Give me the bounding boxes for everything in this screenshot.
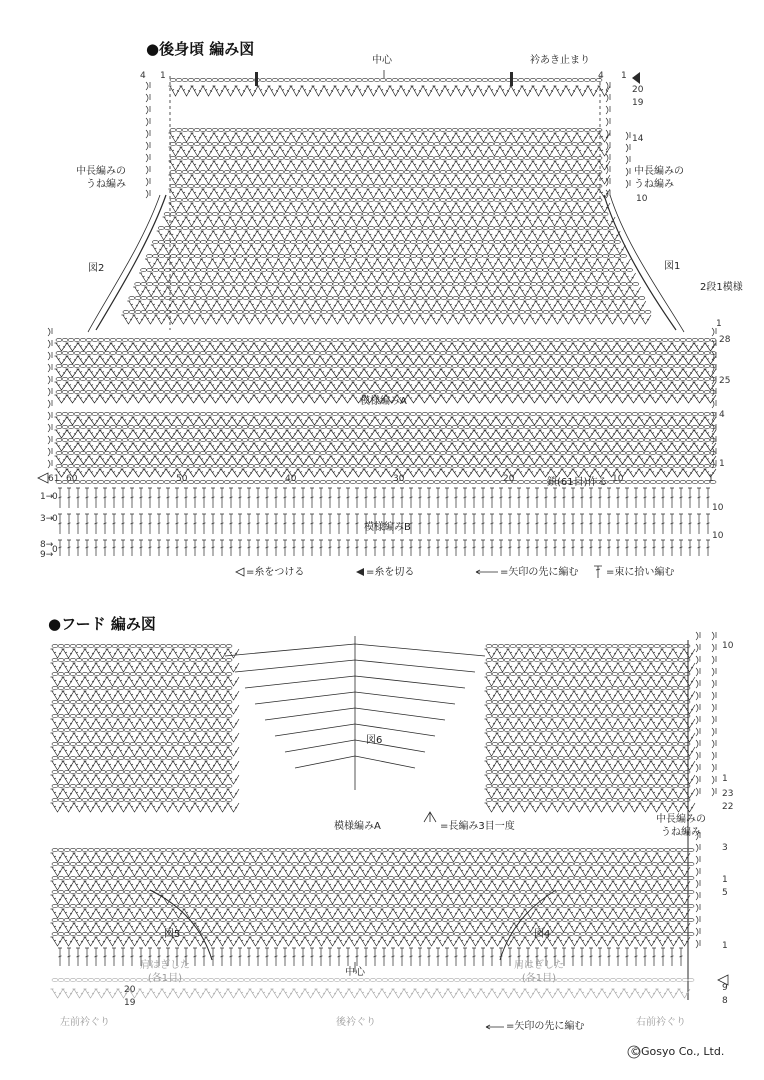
back-yoke-chain-row [170, 156, 602, 159]
hood-right-ridge [696, 632, 700, 796]
hood-row-num: 1 [722, 774, 728, 784]
hood-chain-row [52, 756, 232, 759]
back-yoke-chain-row [158, 226, 614, 229]
body-chain-row [56, 464, 716, 467]
row-arrow-label: 1→ [40, 492, 54, 502]
top-left-stitch-num: 4 [140, 71, 146, 81]
hood-chain-row [486, 770, 690, 773]
hood-row-num: 23 [722, 789, 734, 799]
cut-yarn-marker [255, 72, 258, 86]
hood-chain-row [52, 644, 232, 647]
hood-v-row [52, 733, 239, 742]
back-yoke-v-row [129, 301, 646, 310]
body-chain-row [56, 451, 716, 454]
back-yoke-chain-row [170, 184, 602, 187]
hood-lower-v-row [52, 923, 690, 932]
hood-v-row [486, 663, 695, 672]
back-yoke-v-row [170, 203, 610, 212]
legend-arrow-tip: =矢印の先に編む [500, 567, 579, 578]
pattern-b-label: 模様編みB [364, 522, 411, 533]
hood-lower-chain-row [52, 848, 694, 851]
back-neckline-label: 後衿ぐり [336, 1017, 376, 1028]
hood-v-row [486, 677, 695, 686]
hood-v-row [486, 719, 695, 728]
stitch-num: 1 [708, 474, 714, 484]
hood-center-label: 中心 [345, 967, 365, 978]
hood-chain-row [486, 644, 690, 647]
fig5-label: 図5 [164, 929, 181, 940]
row-arrow-label: 8→ [40, 540, 54, 550]
hood-chain-row [52, 784, 232, 787]
fig2-label: 図2 [88, 263, 105, 274]
yoke-row-num: 14 [632, 134, 644, 144]
stitch-num: 60 [66, 474, 78, 484]
hood-v-row [52, 691, 239, 700]
row-arrow-label: 9→ [40, 550, 54, 560]
back-yoke-chain-row [164, 212, 608, 215]
back-yoke-v-row [135, 287, 641, 296]
hood-v-row [52, 663, 239, 672]
hood-row-num: 9 [722, 983, 728, 993]
body-row-num: 4 [719, 410, 725, 420]
hood-hdc-ridge-label: 中長編みの うね編み [656, 814, 706, 838]
neckline-v-row [52, 989, 690, 998]
back-yoke-chain-row [129, 296, 645, 299]
hood-chain-row [52, 798, 232, 801]
hood-chain-row [486, 672, 690, 675]
hood-chain-row [486, 798, 690, 801]
back-right-outer-ridge [626, 132, 630, 188]
legend-attach-yarn: =糸をつける [246, 567, 305, 578]
back-yoke-chain-row [170, 198, 602, 201]
stitch-num: 50 [176, 474, 188, 484]
hood-left-row-num: 19 [124, 998, 136, 1008]
yoke-row-num: 10 [636, 194, 648, 204]
back-yoke-chain-row [141, 268, 633, 271]
collar-open-end-label: 衿あき止まり [530, 55, 590, 66]
hood-chart-title: ●フード 編み図 [48, 615, 156, 633]
back-yoke-chain-row [123, 310, 651, 313]
hood-row-num: 8 [722, 996, 728, 1006]
fig4-label: 図4 [534, 929, 551, 940]
b-row-num: 10 [712, 531, 724, 541]
hood-row-num: 5 [722, 888, 728, 898]
shoulder-left-label: 肩はぎした (各1目) [140, 960, 190, 984]
body-row-num: 25 [719, 376, 731, 386]
hdc-ridge-right-label: 中長編みの うね編み [634, 166, 684, 190]
body-chain-row [56, 377, 716, 380]
hood-v-row [486, 747, 695, 756]
legend-cut-yarn: =糸を切る [366, 567, 415, 578]
attach-yarn-marker [38, 473, 48, 483]
hood-v-row [52, 705, 239, 714]
hood-chain-row [52, 700, 232, 703]
yoke-row-num: 19 [632, 98, 644, 108]
hood-chain-row [52, 658, 232, 661]
row-zero: 0 [52, 545, 58, 555]
back-yoke-v-row [170, 175, 610, 184]
hood-v-row [52, 719, 239, 728]
body-chain-row [56, 364, 716, 367]
back-yoke-v-row [141, 273, 636, 282]
back-chart-title: ●後身頃 編み図 [146, 40, 255, 58]
stitch-num: 40 [285, 474, 297, 484]
row-zero: 0 [52, 492, 58, 502]
hood-v-row [52, 803, 239, 812]
hood-row-num: 1 [722, 875, 728, 885]
stitch-num: 10 [612, 474, 624, 484]
body-v-row [56, 382, 716, 390]
hood-chain-row [52, 770, 232, 773]
body-v-row [56, 443, 716, 451]
copyright: ©Gosyo Co., Ltd. [630, 1045, 725, 1058]
body-v-row [56, 369, 716, 377]
fig1-label: 図1 [664, 261, 681, 272]
shoulder-right-label: 肩はぎした (各1目) [514, 960, 564, 984]
back-left-edge-ridge [146, 82, 150, 198]
hood-lower-chain-row [52, 918, 694, 921]
hood-chain-row [486, 658, 690, 661]
hood-v-row [52, 649, 239, 658]
stitch-num: 20 [503, 474, 515, 484]
hood-lower-v-row [52, 881, 690, 890]
back-yoke-v-row [152, 245, 625, 254]
hood-v-row [52, 761, 239, 770]
hood-arrow-tip-label: =矢印の先に編む [506, 1021, 585, 1032]
hood-lower-chain-row [52, 932, 694, 935]
body-v-row [56, 417, 716, 425]
hdc-ridge-left-label: 中長編みの うね編み [76, 166, 126, 190]
back-yoke-v-row [123, 315, 651, 324]
yoke-row-num: 20 [632, 85, 644, 95]
hood-chain-row [486, 742, 690, 745]
hood-v-row [486, 649, 695, 658]
back-yoke-v-row [170, 133, 610, 142]
pattern-a-label: 模様編みA [360, 396, 407, 407]
legend-attach-symbol [236, 568, 244, 576]
hood-lower-v-row [52, 895, 690, 904]
legend-bundle-pickup: =束に拾い編む [606, 567, 675, 578]
left-neckline-label: 左前衿ぐり [60, 1017, 110, 1028]
hood-chain-row [486, 784, 690, 787]
hood-v-row [52, 789, 239, 798]
hood-v-row [52, 677, 239, 686]
hood-chain-row [486, 728, 690, 731]
hood-chain-row [486, 700, 690, 703]
hood-pattern-a-label: 模様編みA [334, 821, 381, 832]
hood-lower-chain-row [52, 904, 694, 907]
b-row-num: 10 [712, 503, 724, 513]
back-yoke-v-row [146, 259, 630, 268]
back-yoke-v-row [164, 217, 615, 226]
top-right-stitch-num: 4 [598, 71, 604, 81]
hood-legend-arrow-symbol [486, 1025, 504, 1029]
hood-v-row [486, 691, 695, 700]
yoke-row-num: 1 [716, 319, 722, 329]
top-left-stitch-num: 1 [160, 71, 166, 81]
hood-lower-chain-row [52, 876, 694, 879]
body-v-row [56, 343, 716, 351]
hood-row-num: 3 [722, 843, 728, 853]
hood-lower-ridge [696, 832, 700, 948]
back-center-label: 中心 [372, 55, 392, 66]
hood-v-row [486, 789, 695, 798]
hood-v-row [52, 747, 239, 756]
back-yoke-chain-row [135, 282, 639, 285]
hood-chain-row [486, 756, 690, 759]
body-v-row [56, 456, 716, 464]
body-row-num: 1 [719, 459, 725, 469]
legend-cut-symbol [356, 568, 364, 576]
body-row-num: 28 [719, 335, 731, 345]
hood-lower-chain-row [52, 862, 694, 865]
hood-row-num: 10 [722, 641, 734, 651]
fig6-label: 図6 [366, 735, 383, 746]
row-arrow-label: 3→ [40, 514, 54, 524]
hood-lower-v-row [52, 909, 690, 918]
hood-lower-v-row [52, 853, 690, 862]
cut-yarn-marker [510, 72, 513, 86]
hood-lower-v-row [52, 937, 690, 946]
hood-chain-row [486, 686, 690, 689]
body-chain-row [56, 412, 716, 415]
back-yoke-chain-row [170, 170, 602, 173]
hood-chain-row [52, 742, 232, 745]
pattern-b-column-row [58, 540, 710, 556]
body-left-ridge [48, 328, 52, 468]
back-top-v-row [170, 86, 610, 96]
back-top-chain-row [170, 78, 602, 81]
legend-arrow-symbol [476, 570, 498, 574]
two-row-pattern-label: 2段1模様 [700, 282, 743, 293]
foundation-chain-label: 鎖(61目)作る [547, 477, 608, 488]
hood-row-num: 1 [722, 941, 728, 951]
row-zero: 0 [52, 514, 58, 524]
back-yoke-v-row [158, 231, 620, 240]
hood-chain-row [52, 728, 232, 731]
dc3tog-symbol [424, 812, 436, 822]
hood-lower-v-row [52, 867, 690, 876]
hood-lower-chain-row [52, 890, 694, 893]
legend-bundle-symbol [594, 566, 602, 578]
pattern-b-column-row [58, 488, 710, 508]
hood-v-row [486, 775, 695, 784]
hood-v-row [52, 775, 239, 784]
back-yoke-v-row [170, 189, 610, 198]
body-chain-row [56, 351, 716, 354]
body-chain-row [56, 438, 716, 441]
body-v-row [56, 356, 716, 364]
back-yoke-v-row [170, 161, 610, 170]
stitch-num: 61 [48, 474, 60, 484]
back-yoke-chain-row [170, 128, 602, 131]
hood-chain-row [52, 714, 232, 717]
stitch-num: 30 [393, 474, 405, 484]
dc3tog-label: =長編み3目一度 [440, 821, 515, 832]
hood-chain-row [486, 714, 690, 717]
hood-chain-row [52, 672, 232, 675]
body-chain-row [56, 425, 716, 428]
hood-row-num: 22 [722, 802, 734, 812]
right-neckline-label: 右前衿ぐり [636, 1017, 686, 1028]
cut-yarn-arrow [632, 72, 640, 84]
hood-right-ridge-outer [712, 632, 716, 796]
back-yoke-chain-row [146, 254, 626, 257]
back-yoke-chain-row [152, 240, 620, 243]
hood-chain-row [52, 686, 232, 689]
back-yoke-v-row [170, 147, 610, 156]
hood-v-row [486, 733, 695, 742]
top-right-stitch-num: 1 [621, 71, 627, 81]
body-v-row [56, 430, 716, 438]
body-chain-row [56, 390, 716, 393]
hood-v-row [486, 761, 695, 770]
body-chain-row [56, 338, 716, 341]
hood-v-row [486, 705, 695, 714]
back-yoke-chain-row [170, 142, 602, 145]
hood-left-row-num: 20 [124, 985, 136, 995]
hood-v-row [486, 803, 695, 812]
